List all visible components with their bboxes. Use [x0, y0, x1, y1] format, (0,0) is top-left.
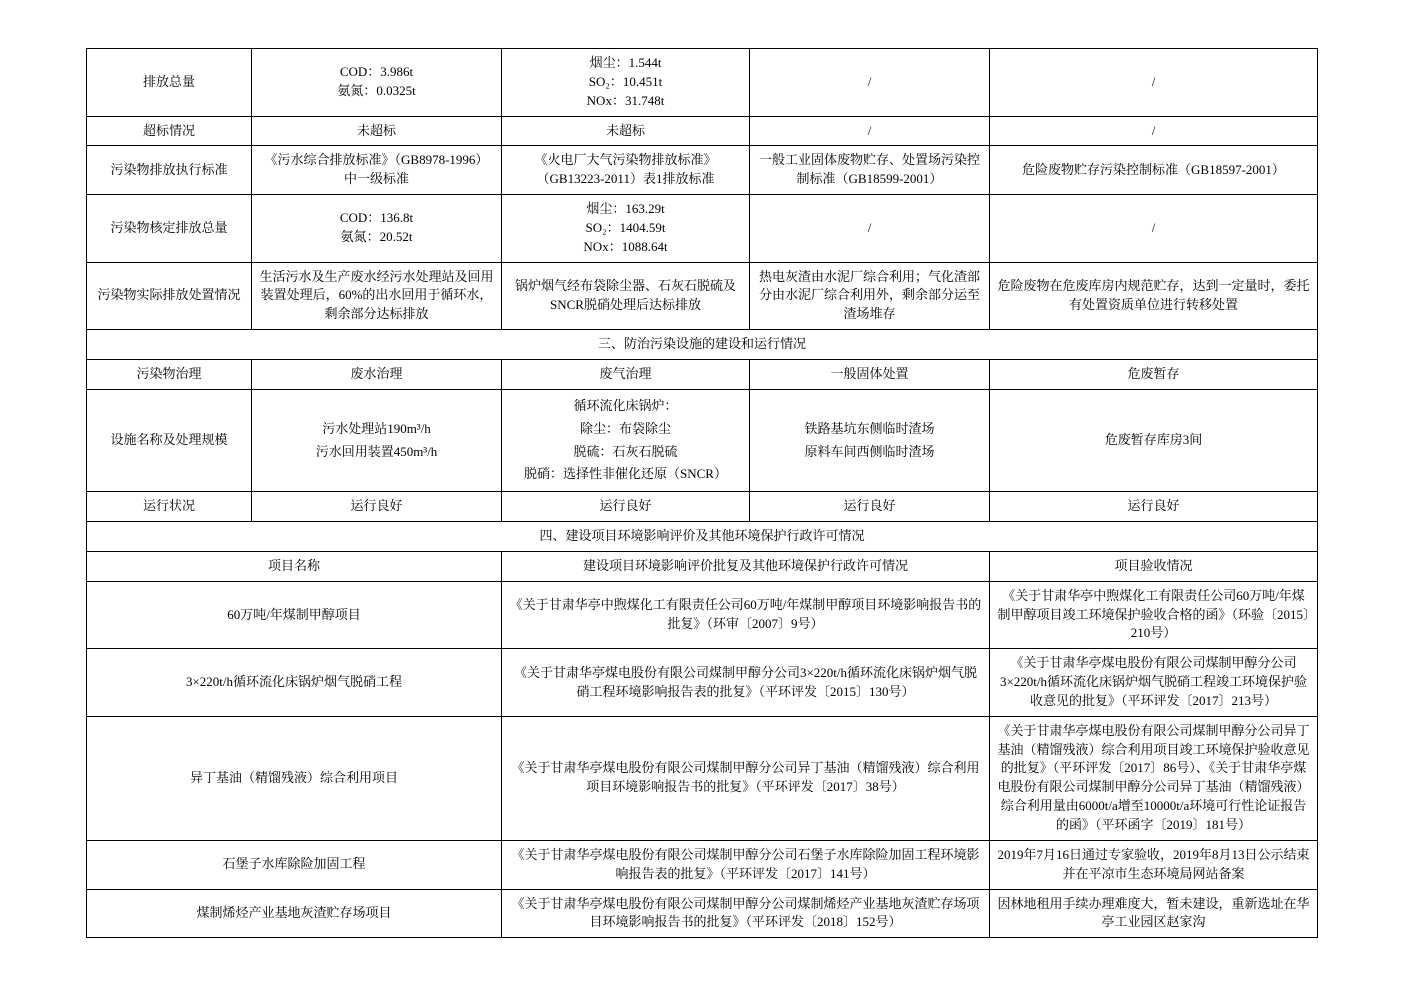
project-name: 石堡子水库除险加固工程 — [87, 840, 502, 889]
table-row — [87, 389, 1318, 491]
header-wastewater-treatment: 废水治理 — [252, 359, 502, 389]
cell-wastewater: 生活污水及生产废水经污水处理站及回用装置处理后，60%的出水回用于循环水，剩余部分达标排放 — [252, 262, 502, 330]
cell-hazardous-waste: 危险废物贮存污染控制标准（GB18597-2001） — [990, 146, 1318, 195]
table-row — [87, 716, 1318, 840]
row-label: 设施名称及处理规模 — [87, 389, 252, 491]
cell-wastewater — [252, 49, 502, 117]
cell-solid-waste: / — [750, 49, 990, 117]
cell-line: 氨氮：20.52t — [340, 229, 413, 245]
project-approval: 《关于甘肃华亭煤电股份有限公司煤制甲醇分公司石堡子水库除险加固工程环境影响报告表的批复》（平环评发〔2017〕141号） — [502, 840, 990, 889]
cell-solid-waste: / — [750, 195, 990, 263]
cell-line: 原料车间西侧临时渣场 — [804, 443, 935, 459]
row-label: 污染物排放执行标准 — [87, 146, 252, 195]
section-heading-row — [87, 522, 1318, 552]
table-row — [87, 262, 1318, 330]
section-title-3: 三、防治污染设施的建设和运行情况 — [87, 330, 1318, 360]
cell-line: 污水处理站190m³/h — [322, 420, 431, 436]
header-acceptance: 项目验收情况 — [990, 551, 1318, 581]
table-header-row — [87, 551, 1318, 581]
cell-waste-gas — [502, 49, 750, 117]
project-acceptance: 《关于甘肃华亭煤电股份有限公司煤制甲醇分公司异丁基油（精馏残液）综合利用项目竣工环境保护验收意见的批复》（平环评发〔2017〕86号）、《关于甘肃华亭煤电股份有限公司煤制甲醇分公司异丁基油（精馏残液）综合利用量由6000t/a增至10000t/a环境可行性论证报告的函》（平环函字〔2019〕181号） — [990, 716, 1318, 840]
section-title-4: 四、建设项目环境影响评价及其他环境保护行政许可情况 — [87, 522, 1318, 552]
cell-hazardous-waste: / — [990, 116, 1318, 146]
cell-line: 烟尘：1.544t — [589, 55, 662, 70]
cell-hazardous-waste-status: 运行良好 — [990, 492, 1318, 522]
cell-line: 脱硝：选择性非催化还原（SNCR） — [524, 466, 727, 482]
cell-line: 氨氮：0.0325t — [337, 83, 416, 99]
cell-line: COD：3.986t — [339, 64, 414, 80]
project-approval: 《关于甘肃华亭中煦煤化工有限责任公司60万吨/年煤制甲醇项目环境影响报告书的批复》（环审〔2007〕9号） — [502, 581, 990, 649]
row-label: 污染物核定排放总量 — [87, 195, 252, 263]
cell-hazardous-waste: / — [990, 49, 1318, 117]
cell-hazardous-waste: 危险废物在危废库房内规范贮存，达到一定量时，委托有处置资质单位进行转移处置 — [990, 262, 1318, 330]
project-acceptance: 因林地租用手续办理难度大，暂未建设，重新选址在华亭工业园区赵家沟 — [990, 889, 1318, 938]
cell-solid-waste: / — [750, 116, 990, 146]
cell-hazardous-waste-facility: 危废暂存库房3间 — [990, 389, 1318, 491]
cell-solid-waste: 热电灰渣由水泥厂综合利用；气化渣部分由水泥厂综合利用外，剩余部分运至渣场堆存 — [750, 262, 990, 330]
cell-waste-gas-facility — [502, 389, 750, 491]
cell-waste-gas-status: 运行良好 — [502, 492, 750, 522]
cell-line: NOx：1088.64t — [583, 238, 668, 254]
header-waste-gas-treatment: 废气治理 — [502, 359, 750, 389]
table-row — [87, 146, 1318, 195]
cell-wastewater-facility — [252, 389, 502, 491]
cell-waste-gas — [502, 195, 750, 263]
project-name: 60万吨/年煤制甲醇项目 — [87, 581, 502, 649]
header-project-name: 项目名称 — [87, 551, 502, 581]
header-eia-approval: 建设项目环境影响评价批复及其他环境保护行政许可情况 — [502, 551, 990, 581]
row-label: 排放总量 — [87, 49, 252, 117]
cell-solid-waste-status: 运行良好 — [750, 492, 990, 522]
cell-hazardous-waste: / — [990, 195, 1318, 263]
cell-line: SO₂：1404.59t — [585, 219, 666, 235]
emission-table — [86, 48, 1318, 938]
project-name: 煤制烯烃产业基地灰渣贮存场项目 — [87, 889, 502, 938]
row-label: 运行状况 — [87, 492, 252, 522]
table-row — [87, 116, 1318, 146]
project-approval: 《关于甘肃华亭煤电股份有限公司煤制甲醇分公司3×220t/h循环流化床锅炉烟气脱硝工程环境影响报告表的批复》（平环评发〔2015〕130号） — [502, 649, 990, 717]
project-acceptance: 《关于甘肃华亭煤电股份有限公司煤制甲醇分公司3×220t/h循环流化床锅炉烟气脱硝工程竣工环境保护验收意见的批复》（平环评发〔2017〕213号） — [990, 649, 1318, 717]
row-label: 超标情况 — [87, 116, 252, 146]
table-row — [87, 889, 1318, 938]
project-approval: 《关于甘肃华亭煤电股份有限公司煤制甲醇分公司煤制烯烃产业基地灰渣贮存场项目环境影响报告书的批复》（平环评发〔2018〕152号） — [502, 889, 990, 938]
header-hazardous-waste-storage: 危废暂存 — [990, 359, 1318, 389]
cell-line: 循环流化床锅炉： — [573, 397, 678, 413]
cell-wastewater — [252, 195, 502, 263]
cell-line: 污水回用装置450m³/h — [315, 443, 438, 459]
table-row — [87, 649, 1318, 717]
project-acceptance: 2019年7月16日通过专家验收，2019年8月13日公示结束并在平凉市生态环境局网站备案 — [990, 840, 1318, 889]
row-label: 污染物实际排放处置情况 — [87, 262, 252, 330]
cell-wastewater: 《污水综合排放标准》（GB8978-1996）中一级标准 — [252, 146, 502, 195]
table-row — [87, 195, 1318, 263]
cell-line: NOx：31.748t — [586, 92, 665, 108]
cell-waste-gas: 未超标 — [502, 116, 750, 146]
project-name: 3×220t/h循环流化床锅炉烟气脱硝工程 — [87, 649, 502, 717]
cell-solid-waste-facility — [750, 389, 990, 491]
section-heading-row — [87, 330, 1318, 360]
cell-waste-gas: 《火电厂大气污染物排放标准》（GB13223-2011）表1排放标准 — [502, 146, 750, 195]
project-name: 异丁基油（精馏残液）综合利用项目 — [87, 716, 502, 840]
cell-line: 除尘：布袋除尘 — [579, 420, 671, 436]
cell-wastewater: 未超标 — [252, 116, 502, 146]
project-acceptance: 《关于甘肃华亭中煦煤化工有限责任公司60万吨/年煤制甲醇项目竣工环境保护验收合格的函》（环验〔2015〕210号） — [990, 581, 1318, 649]
cell-line: SO₂：10.451t — [588, 73, 663, 89]
table-header-row — [87, 359, 1318, 389]
cell-wastewater-status: 运行良好 — [252, 492, 502, 522]
cell-line: 铁路基坑东侧临时渣场 — [804, 420, 935, 436]
project-approval: 《关于甘肃华亭煤电股份有限公司煤制甲醇分公司异丁基油（精馏残液）综合利用项目环境影响报告书的批复》（平环评发〔2017〕38号） — [502, 716, 990, 840]
table-row — [87, 840, 1318, 889]
cell-line: 脱硫：石灰石脱硫 — [573, 443, 678, 459]
cell-line: 烟尘：163.29t — [586, 201, 665, 217]
cell-waste-gas: 锅炉烟气经布袋除尘器、石灰石脱硫及SNCR脱硝处理后达标排放 — [502, 262, 750, 330]
cell-line: COD：136.8t — [339, 210, 414, 226]
table-row — [87, 581, 1318, 649]
header-solid-waste-disposal: 一般固体处置 — [750, 359, 990, 389]
header-pollution-control: 污染物治理 — [87, 359, 252, 389]
table-row — [87, 492, 1318, 522]
cell-solid-waste: 一般工业固体废物贮存、处置场污染控制标准（GB18599-2001） — [750, 146, 990, 195]
table-row — [87, 49, 1318, 117]
